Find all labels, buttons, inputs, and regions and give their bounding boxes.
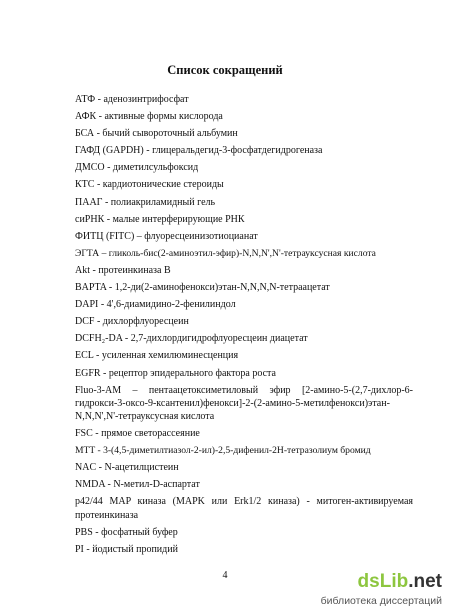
list-item: DAPI - 4',6-диамидино-2-фенилиндол [75, 299, 236, 311]
list-item: NAC - N-ацетилцистеин [75, 462, 179, 474]
list-item: Fluo-3-AM – пентаацетоксиметиловый эфир [2-амино-5-(2,7-дихлор-6-гидрокси-3-оксо-9-ксантенил)фенокси]-2-(2-амино-5-метилфенокси)этан-N,N,N',N'-тетрауксусная кислота [75, 384, 413, 422]
list-item: ЭГТА – гликоль-бис(2-аминоэтил-эфир)-N,N,N',N'-тетрауксусная кислота [75, 247, 376, 259]
abbreviation-list [75, 93, 413, 560]
list-item: FSC - прямое светорассеяние [75, 428, 200, 440]
list-item: Akt - протеинкиназа В [75, 264, 171, 276]
page-number: 4 [222, 570, 228, 581]
list-item: DCF - дихлорфлуоресцеин [75, 316, 189, 328]
watermark-logo [358, 571, 442, 593]
list-item: NMDA - N-метил-D-аспартат [75, 479, 200, 491]
list-item: MTT - 3-(4,5-диметилтиазол-2-ил)-2,5-дифенил-2Н-тетразолиум бромид [75, 445, 371, 457]
watermark-logo-part1: dsLib [357, 571, 409, 592]
list-item: сиРНК - малые интерферирующие РНК [75, 213, 245, 225]
list-item: ДМСО - диметилсульфоксид [75, 162, 199, 174]
list-item: АТФ - аденозинтрифосфат [75, 94, 189, 105]
list-item: p42/44 MAP киназа (MAPK или Erk1/2 киназа) - митоген-активируемая протеинкиназа [75, 496, 413, 521]
list-item: BAPTA - 1,2-ди(2-аминофенокси)этан-N,N,N,N-тетраацетат [75, 282, 330, 294]
list-item: PBS - фосфатный буфер [75, 526, 178, 538]
list-item: ПААГ - полиакриламидный гель [75, 196, 216, 208]
list-item: PI - йодистый пропидий [75, 543, 178, 555]
list-item: КТС - кардиотонические стероиды [75, 179, 224, 191]
list-item: ФИТЦ (FITC) – флуоресцеинизотиоцианат [75, 230, 258, 242]
watermark-logo-part2: .net [408, 571, 442, 592]
page-title: Список сокращений [167, 63, 283, 77]
list-item: EGFR - рецептор эпидерального фактора роста [75, 367, 276, 379]
list-item: DCFH₂-DA - 2,7-дихлордигидрофлуоресцеин диацетат [75, 333, 308, 345]
list-item: БСА - бычий сывороточный альбумин [75, 128, 238, 140]
watermark-subtitle: библиотека диссертаций [320, 595, 442, 607]
watermark [292, 571, 442, 613]
list-item: АФК - активные формы кислорода [75, 111, 223, 123]
list-item: ГАФД (GAPDH) - глицеральдегид-3-фосфатдегидрогеназа [75, 145, 323, 157]
list-item: ECL - усиленная хемилюминесценция [75, 350, 239, 362]
